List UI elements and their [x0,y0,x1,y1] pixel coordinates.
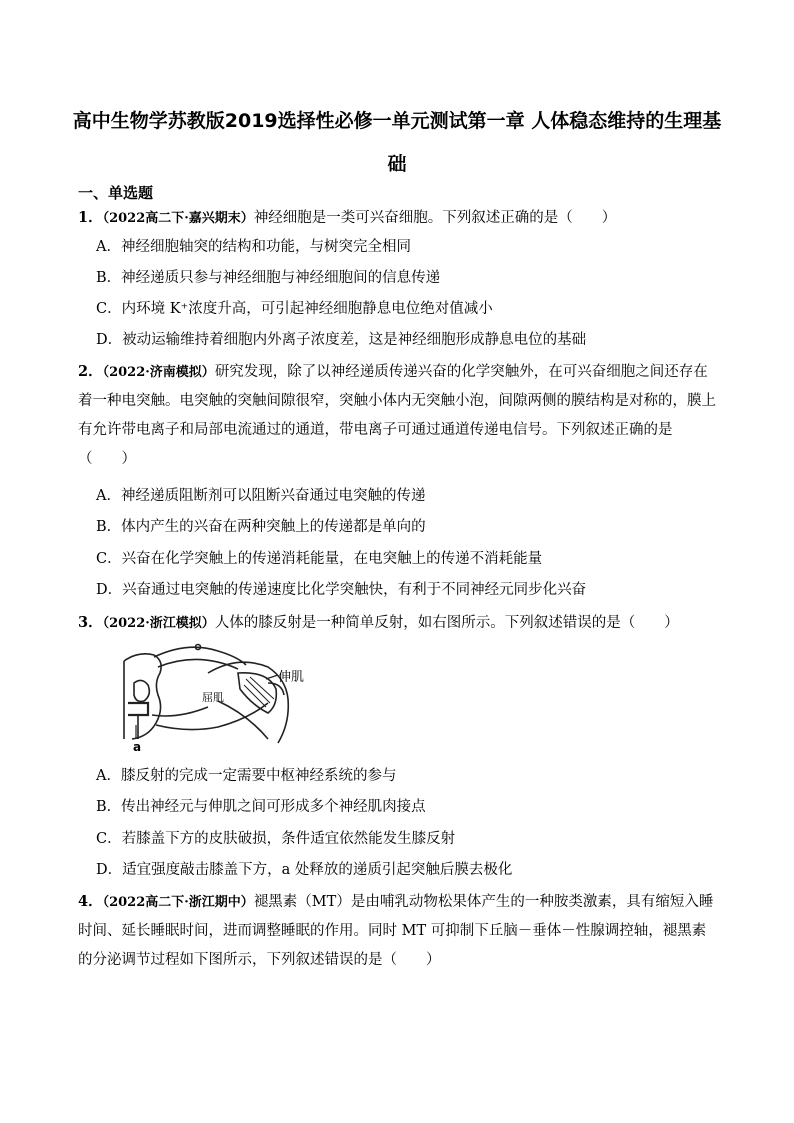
option-b: B．传出神经元与伸肌之间可形成多个神经肌肉接点 [96,799,426,815]
option-d: D．兴奋通过电突触的传递速度比化学突触快，有利于不同神经元同步化兴奋 [96,582,587,598]
question-text: 神经细胞是一类可兴奋细胞。下列叙述正确的是（ ） [253,210,617,226]
question-number: 2． [78,363,103,380]
document-title: 高中生物学苏教版2019选择性必修一单元测试第一章 人体稳态维持的生理基础 [72,110,722,175]
point-a-label: a [133,740,142,754]
question-number: 1． [78,209,103,226]
question-4-stem [78,887,718,975]
option-a: A．神经递质阻断剂可以阻断兴奋通过电突触的传递 [96,488,426,504]
question-text: 人体的膝反射是一种简单反射，如右图所示。下列叙述错误的是（ ） [214,615,679,631]
option-c: C．兴奋在化学突触上的传递消耗能量，在电突触上的传递不消耗能量 [96,551,543,567]
option-c: C．若膝盖下方的皮肤破损，条件适宜依然能发生膝反射 [96,831,456,847]
option-d: D．适宜强度敲击膝盖下方，a 处释放的递质引起突触后膜去极化 [96,862,513,878]
option-c: C．内环境 K⁺浓度升高，可引起神经细胞静息电位绝对值减小 [96,301,493,317]
question-number: 3． [78,614,103,631]
question-source: （2022·济南模拟） [102,365,215,380]
option-b: B．神经递质只参与神经细胞与神经细胞间的信息传递 [96,270,441,286]
question-number: 4． [78,893,103,910]
extensor-label: 伸肌 [278,670,305,685]
question-source: （2022高二下·浙江期中） [102,895,254,910]
option-a: A．神经细胞轴突的结构和功能，与树突完全相同 [96,239,411,255]
option-d: D．被动运输维持着细胞内外离子浓度差，这是神经细胞形成静息电位的基础 [96,332,587,348]
section-heading: 一、单选题 [78,184,154,202]
question-1-stem [78,203,718,233]
question-source: （2022·浙江模拟） [102,616,215,631]
knee-reflex-diagram [118,643,305,754]
question-text: 研究发现，除了以神经递质传递兴奋的化学突触外，在可兴奋细胞之间还存在着一种电突触。电突触的突触间隙很窄，突触小体内无突触小泡，间隙两侧的膜结构是对称的，膜上有允许带电离子和局部电流通过的通道，带电离子可通过通道传递电信号。下列叙述正确的是（ ） [78,364,716,467]
question-text: 褪黑素（MT）是由哺乳动物松果体产生的一种胺类激素，具有缩短入睡时间、延长睡眠时间，进而调整睡眠的作用。同时 MT 可抑制下丘脑－垂体－性腺调控轴，褪黑素的分泌调节过程如下图所示，下列叙述错误的是（ ） [78,894,714,968]
question-source: （2022高二下·嘉兴期末） [102,211,254,226]
knee-reflex-figure [118,643,305,754]
question-3-stem [78,608,718,638]
option-a: A．膝反射的完成一定需要中枢神经系统的参与 [96,768,397,784]
flexor-label: 屈肌 [202,691,224,704]
option-b: B．体内产生的兴奋在两种突触上的传递都是单向的 [96,519,426,535]
question-2-stem [78,357,718,474]
